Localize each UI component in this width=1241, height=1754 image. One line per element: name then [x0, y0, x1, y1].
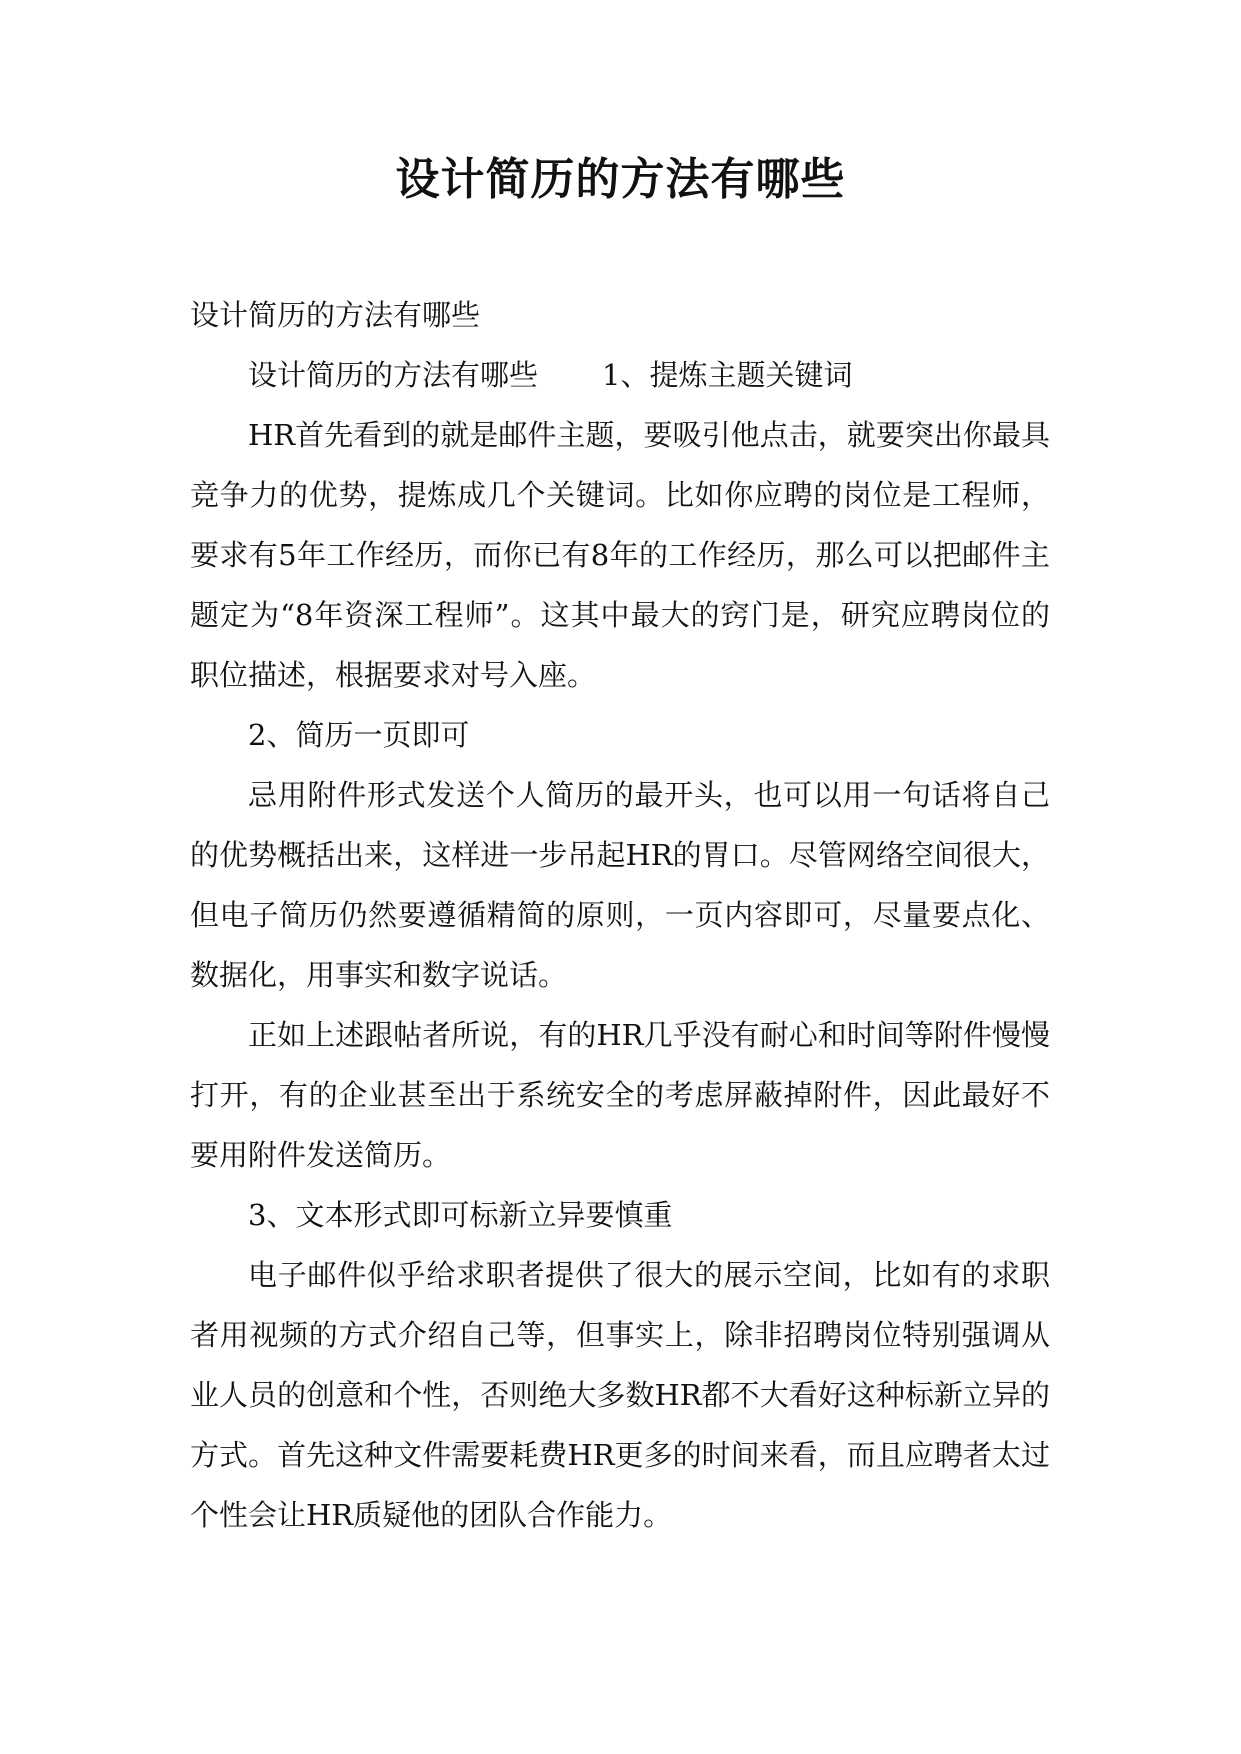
paragraph-one-page: 忌用附件形式发送个人简历的最开头，也可以用一句话将自己的优势概括出来，这样进一步吊起HR的胃口。尽管网络空间很大，但电子简历仍然要遵循精简的原则，一页内容即可，尽量要点化、数据化，用事实和数字说话。 [190, 778, 1050, 992]
paragraph-keywords: HR首先看到的就是邮件主题，要吸引他点击，就要突出你最具竞争力的优势，提炼成几个关键词。比如你应聘的岗位是工程师，要求有5年工作经历，而你已有8年的工作经历，那么可以把邮件主题定为“8年资深工程师”。这其中最大的窍门是，研究应聘岗位的职位描述，根据要求对号入座。 [190, 418, 1050, 692]
intro-heading-line [190, 345, 1050, 405]
section-heading-one-page: 2、简历一页即可 [248, 718, 470, 752]
intro-heading-left: 设计简历的方法有哪些 [248, 358, 539, 392]
document-subtitle: 设计简历的方法有哪些 [190, 298, 481, 332]
section-heading-text-format: 3、文本形式即可标新立异要慎重 [248, 1198, 673, 1232]
intro-heading-right: 1、提炼主题关键词 [602, 358, 853, 392]
document-title: 设计简历的方法有哪些 [395, 154, 846, 205]
paragraph-attachments: 正如上述跟帖者所说，有的HR几乎没有耐心和时间等附件慢慢打开，有的企业甚至出于系统安全的考虑屏蔽掉附件，因此最好不要用附件发送简历。 [190, 1018, 1050, 1172]
document-body [190, 285, 1050, 1545]
paragraph-text-format: 电子邮件似乎给求职者提供了很大的展示空间，比如有的求职者用视频的方式介绍自己等，但事实上，除非招聘岗位特别强调从业人员的创意和个性，否则绝大多数HR都不大看好这种标新立异的方式。首先这种文件需要耗费HR更多的时间来看，而且应聘者太过个性会让HR质疑他的团队合作能力。 [190, 1258, 1050, 1532]
